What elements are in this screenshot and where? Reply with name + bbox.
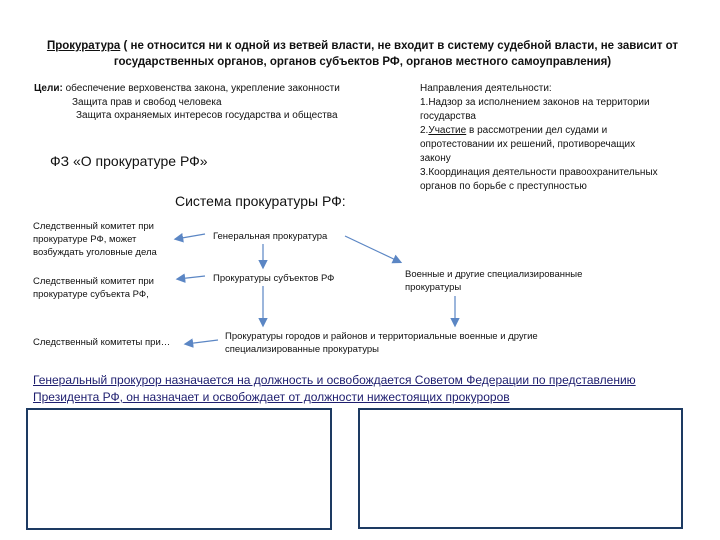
goals-line-3: Защита охраняемых интересов государства и общества [76, 110, 338, 121]
directions-item-2-prefix: 2. [420, 125, 429, 136]
directions-item-2-underlined: Участие [428, 125, 467, 136]
empty-box-left [26, 408, 332, 530]
node-general-prosecutor: Генеральная прокуратура [213, 231, 328, 242]
node-subject-prosecutors: Прокуратуры субъектов РФ [213, 273, 335, 284]
title-description: ( не относится ни к одной из ветвей власти, не входит в систему судебной власти, не зависит от государственных органов, органов субъектов РФ, органов местного самоуправления) [113, 40, 679, 68]
node-city-prosecutors: Прокуратуры городов и районов и территориальные военные и другие специализированные прокуратуры [225, 331, 538, 355]
system-label: Система прокуратуры РФ: [175, 193, 346, 209]
arrow-general-to-sk1 [176, 234, 205, 239]
investigative-committee-rf: Следственный комитет при прокуратуре РФ, может возбуждать уголовные дела [33, 221, 157, 258]
arrow-subjects-to-sk2 [178, 276, 205, 279]
empty-box-right [358, 408, 683, 529]
goals-label: Цели: [34, 83, 63, 94]
directions-heading: Направления деятельности: [420, 83, 552, 94]
investigative-committees-local: Следственный комитеты при… [33, 337, 171, 348]
fz-label: ФЗ «О прокуратуре РФ» [50, 153, 208, 169]
directions-item-2-rest: в рассмотрении дел судами и опротестовании их решений, противоречащих закону [420, 125, 636, 164]
directions-item-1: 1.Надзор за исполнением законов на территории государства [420, 97, 650, 122]
arrow-general-to-military [345, 236, 400, 262]
appointment-text: Генеральный прокурор назначается на должность и освобождается Советом Федерации по представлению Президента РФ, он назначает и освобождает от должности нижестоящих прокуроров [33, 373, 636, 404]
goals-line-2: Защита прав и свобод человека [72, 96, 222, 108]
investigative-committee-subject: Следственный комитет при прокуратуре субъекта РФ, [33, 276, 154, 300]
node-military-prosecutors: Военные и другие специализированные прокуратуры [405, 269, 583, 293]
goals-line-1-text: обеспечение верховенства закона, укрепление законности [62, 83, 340, 94]
directions-item-3: 3.Координация деятельности правоохранительных органов по борьбе с преступностью [420, 167, 658, 192]
arrow-city-to-sk3 [186, 340, 218, 344]
title-prokuratura: Прокуратура [46, 40, 121, 52]
